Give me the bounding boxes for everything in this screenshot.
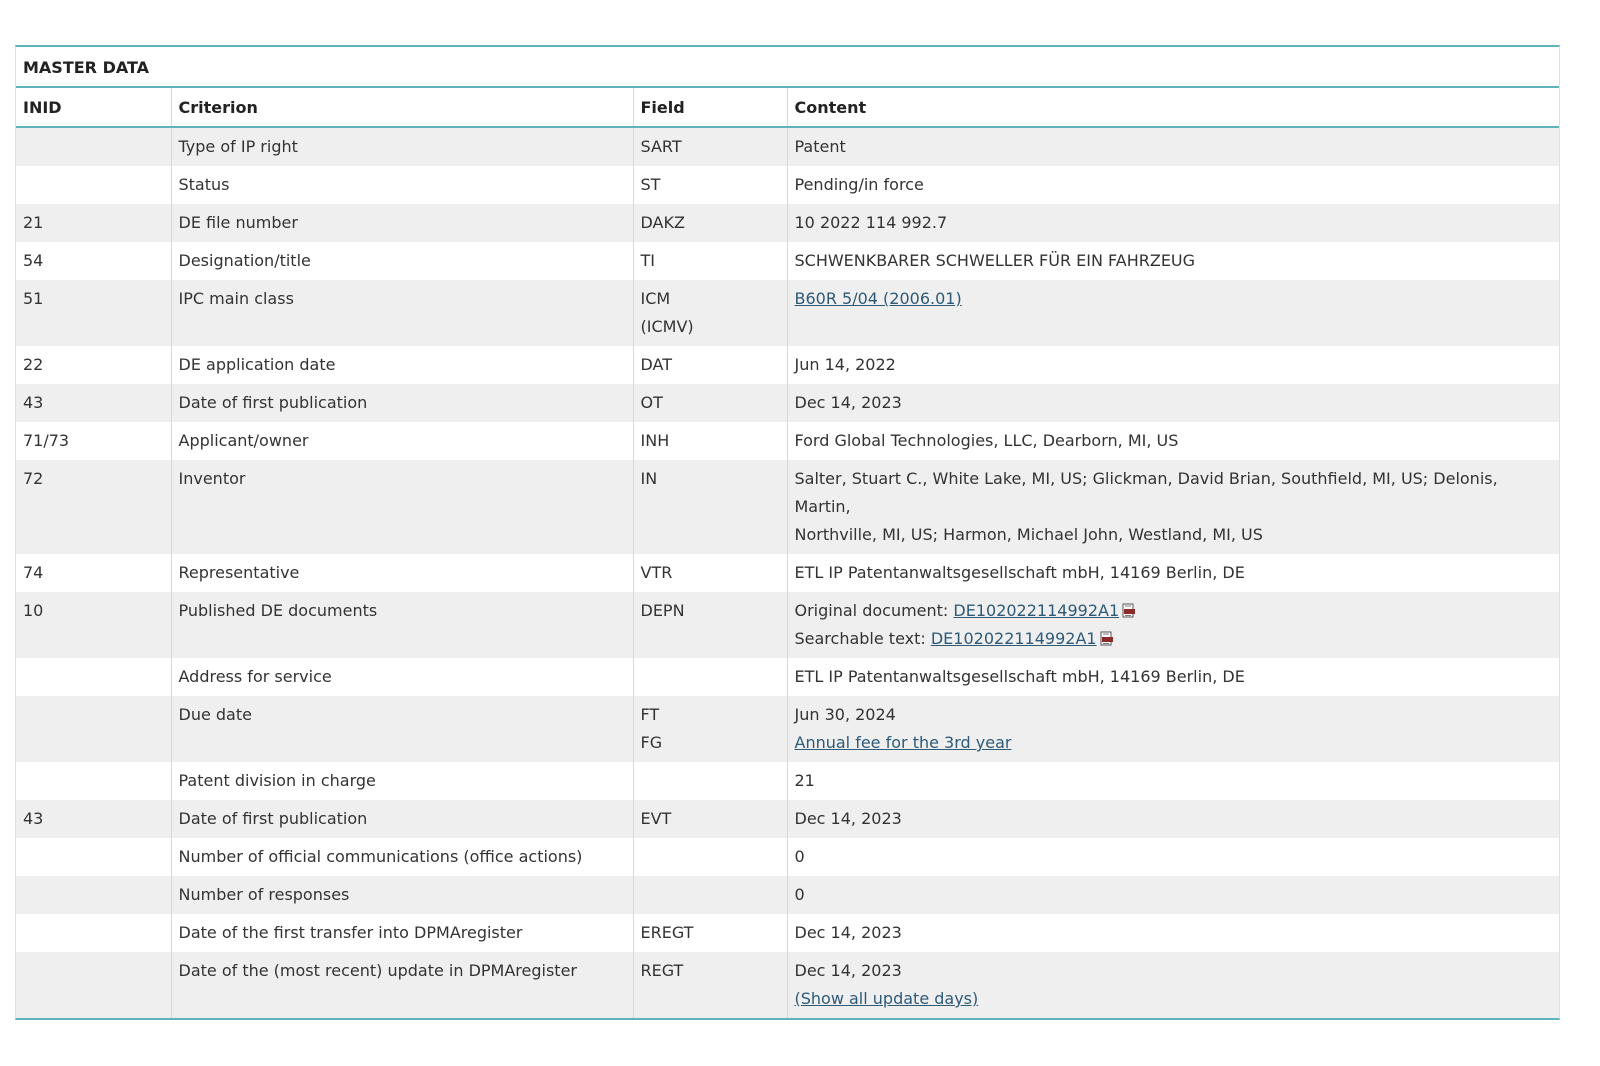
- inid-cell: [16, 166, 171, 204]
- field-cell: OT: [633, 384, 787, 422]
- update-date-value: Dec 14, 2023: [794, 961, 902, 980]
- inid-cell: 74: [16, 554, 171, 592]
- searchable-text-label: Searchable text:: [794, 629, 931, 648]
- header-inid: INID: [16, 88, 171, 127]
- content-cell: 10 2022 114 992.7: [787, 204, 1559, 242]
- searchable-text-link[interactable]: DE102022114992A1: [930, 629, 1097, 648]
- criterion-cell: Due date: [171, 696, 633, 762]
- inid-cell: 54: [16, 242, 171, 280]
- panel-title: MASTER DATA: [16, 47, 1559, 88]
- table-row: [16, 592, 1559, 658]
- criterion-cell: Patent division in charge: [171, 762, 633, 800]
- original-document-line: [795, 597, 1553, 625]
- criterion-cell: Date of the (most recent) update in DPMAregister: [171, 952, 633, 1018]
- inid-cell: 10: [16, 592, 171, 658]
- inid-cell: 71/73: [16, 422, 171, 460]
- content-cell: Dec 14, 2023: [787, 384, 1559, 422]
- searchable-text-line: [795, 625, 1553, 653]
- content-cell: Jun 14, 2022: [787, 346, 1559, 384]
- table-row: [16, 460, 1559, 554]
- content-cell: Dec 14, 2023: [787, 914, 1559, 952]
- field-cell: [633, 838, 787, 876]
- table-row: [16, 384, 1559, 422]
- criterion-cell: Published DE documents: [171, 592, 633, 658]
- field-cell: [633, 280, 787, 346]
- inid-cell: [16, 876, 171, 914]
- field-cell: [633, 762, 787, 800]
- criterion-cell: Date of first publication: [171, 800, 633, 838]
- content-cell: ETL IP Patentanwaltsgesellschaft mbH, 14169 Berlin, DE: [787, 658, 1559, 696]
- inid-cell: [16, 658, 171, 696]
- due-date-value: Jun 30, 2024: [794, 705, 896, 724]
- inid-cell: 43: [16, 800, 171, 838]
- inid-cell: [16, 952, 171, 1018]
- criterion-cell: Date of first publication: [171, 384, 633, 422]
- criterion-cell: Number of official communications (office actions): [171, 838, 633, 876]
- inid-cell: [16, 914, 171, 952]
- content-cell: [787, 460, 1559, 554]
- table-row: [16, 242, 1559, 280]
- content-cell: Ford Global Technologies, LLC, Dearborn, MI, US: [787, 422, 1559, 460]
- content-cell: SCHWENKBARER SCHWELLER FÜR EIN FAHRZEUG: [787, 242, 1559, 280]
- field-cell: [633, 876, 787, 914]
- criterion-cell: Address for service: [171, 658, 633, 696]
- master-data-panel: [15, 45, 1560, 1020]
- content-cell: 0: [787, 838, 1559, 876]
- table-row: [16, 554, 1559, 592]
- field-code: FT: [640, 705, 660, 724]
- table-row: [16, 838, 1559, 876]
- field-cell: DAKZ: [633, 204, 787, 242]
- inid-cell: 51: [16, 280, 171, 346]
- table-row: [16, 280, 1559, 346]
- criterion-cell: Date of the first transfer into DPMAregister: [171, 914, 633, 952]
- table-row: [16, 762, 1559, 800]
- content-cell: Dec 14, 2023: [787, 800, 1559, 838]
- criterion-cell: Type of IP right: [171, 127, 633, 166]
- table-row: [16, 166, 1559, 204]
- field-cell: REGT: [633, 952, 787, 1018]
- field-cell: EVT: [633, 800, 787, 838]
- header-field: Field: [633, 88, 787, 127]
- table-row: [16, 952, 1559, 1018]
- table-row: [16, 914, 1559, 952]
- content-cell: [787, 592, 1559, 658]
- content-cell: Pending/in force: [787, 166, 1559, 204]
- inventor-line: Salter, Stuart C., White Lake, MI, US; Glickman, David Brian, Southfield, MI, US; Delonis, Martin,: [794, 469, 1498, 516]
- content-cell: [787, 952, 1559, 1018]
- header-content: Content: [787, 88, 1559, 127]
- inid-cell: 21: [16, 204, 171, 242]
- master-data-table: [16, 88, 1559, 1018]
- inid-cell: 72: [16, 460, 171, 554]
- criterion-cell: Applicant/owner: [171, 422, 633, 460]
- inid-cell: [16, 696, 171, 762]
- field-code-secondary: FG: [640, 733, 663, 752]
- criterion-cell: Designation/title: [171, 242, 633, 280]
- inid-cell: [16, 762, 171, 800]
- content-cell: Patent: [787, 127, 1559, 166]
- field-cell: SART: [633, 127, 787, 166]
- ipc-class-link[interactable]: B60R 5/04 (2006.01): [794, 289, 962, 308]
- table-header: [16, 88, 1559, 127]
- criterion-cell: Status: [171, 166, 633, 204]
- table-row: [16, 800, 1559, 838]
- field-cell: VTR: [633, 554, 787, 592]
- field-cell: EREGT: [633, 914, 787, 952]
- content-cell: 21: [787, 762, 1559, 800]
- inventor-line: Northville, MI, US; Harmon, Michael John, Westland, MI, US: [794, 525, 1263, 544]
- criterion-cell: Inventor: [171, 460, 633, 554]
- criterion-cell: IPC main class: [171, 280, 633, 346]
- field-code-secondary: (ICMV): [640, 317, 694, 336]
- annual-fee-link[interactable]: Annual fee for the 3rd year: [794, 733, 1012, 752]
- table-row: [16, 658, 1559, 696]
- table-row: [16, 696, 1559, 762]
- field-cell: DAT: [633, 346, 787, 384]
- field-cell: IN: [633, 460, 787, 554]
- inid-cell: 22: [16, 346, 171, 384]
- field-cell: [633, 696, 787, 762]
- criterion-cell: DE file number: [171, 204, 633, 242]
- field-code: ICM: [640, 289, 671, 308]
- content-cell: [787, 696, 1559, 762]
- table-row: [16, 876, 1559, 914]
- criterion-cell: Representative: [171, 554, 633, 592]
- table-row: [16, 127, 1559, 166]
- content-cell: [787, 280, 1559, 346]
- table-row: [16, 204, 1559, 242]
- inid-cell: [16, 838, 171, 876]
- show-update-days-link[interactable]: (Show all update days): [794, 989, 979, 1008]
- original-document-link[interactable]: DE102022114992A1: [953, 601, 1120, 620]
- inid-cell: [16, 127, 171, 166]
- field-cell: ST: [633, 166, 787, 204]
- content-cell: ETL IP Patentanwaltsgesellschaft mbH, 14169 Berlin, DE: [787, 554, 1559, 592]
- field-cell: INH: [633, 422, 787, 460]
- original-document-label: Original document:: [794, 601, 954, 620]
- table-row: [16, 422, 1559, 460]
- criterion-cell: DE application date: [171, 346, 633, 384]
- field-cell: DEPN: [633, 592, 787, 658]
- pdf-document-icon[interactable]: [1099, 627, 1114, 642]
- inid-cell: 43: [16, 384, 171, 422]
- table-row: [16, 346, 1559, 384]
- content-cell: 0: [787, 876, 1559, 914]
- criterion-cell: Number of responses: [171, 876, 633, 914]
- field-cell: TI: [633, 242, 787, 280]
- field-cell: [633, 658, 787, 696]
- pdf-document-icon[interactable]: [1121, 599, 1136, 614]
- header-criterion: Criterion: [171, 88, 633, 127]
